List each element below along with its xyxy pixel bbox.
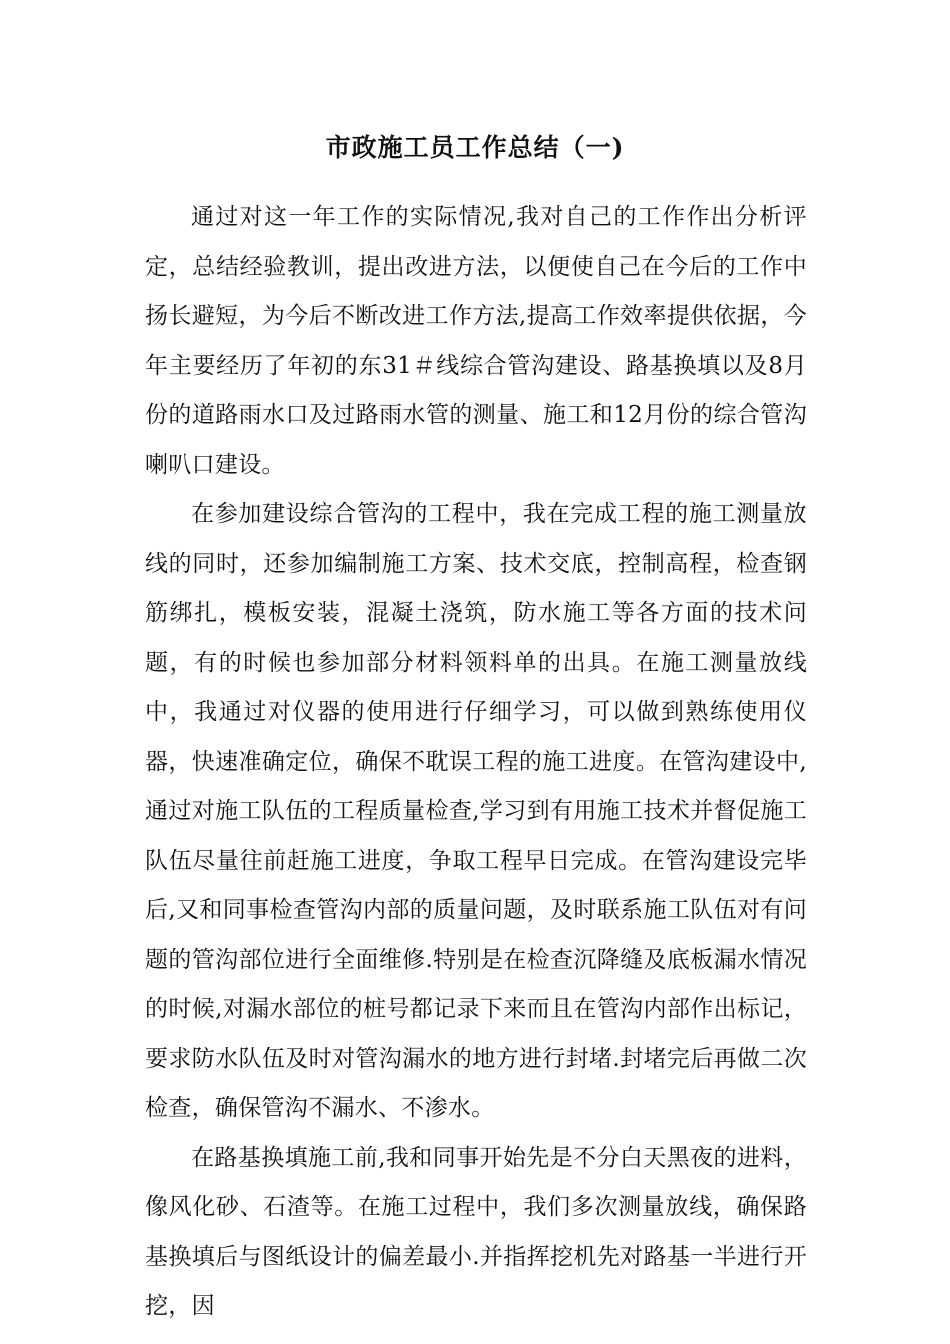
- document-title: 市政施工员工作总结（一): [325, 133, 625, 162]
- paragraph-subgrade-replacement: 在路基换填施工前,我和同事开始先是不分白天黑夜的进料，像风化砂、石渣等。在施工过程中，我们多次测量放线，确保路基换填后与图纸设计的偏差最小.并指挥挖机先对路基一半进行开挖，因: [145, 1144, 807, 1319]
- document-body: [145, 193, 807, 1332]
- paragraph-utility-tunnel: 在参加建设综合管沟的工程中，我在完成工程的施工测量放线的同时，还参加编制施工方案、技术交底，控制高程，检查钢筋绑扎，模板安装，混凝土浇筑，防水施工等各方面的技术问题，有的时候也参加部分材料领料单的出具。在施工测量放线中，我通过对仪器的使用进行仔细学习，可以做到熟练使用仪器，快速准确定位，确保不耽误工程的施工进度。在管沟建设中,通过对施工队伍的工程质量检查,学习到有用施工技术并督促施工队伍尽量往前赶施工进度，争取工程早日完成。在管沟建设完毕后,又和同事检查管沟内部的质量问题，及时联系施工队伍对有问题的管沟部位进行全面维修.特别是在检查沉降缝及底板漏水情况的时候,对漏水部位的桩号都记录下来而且在管沟内部作出标记，要求防水队伍及时对管沟漏水的地方进行封堵.封堵完后再做二次检查，确保管沟不漏水、不渗水。: [145, 501, 807, 1121]
- paragraph-intro: 通过对这一年工作的实际情况,我对自己的工作作出分析评定，总结经验教训，提出改进方法，以便使自己在今后的工作中扬长避短，为今后不断改进工作方法,提高工作效率提供依据，今年主要经历了年初的东31＃线综合管沟建设、路基换填以及8月份的道路雨水口及过路雨水管的测量、施工和12月份的综合管沟喇叭口建设。: [145, 204, 807, 478]
